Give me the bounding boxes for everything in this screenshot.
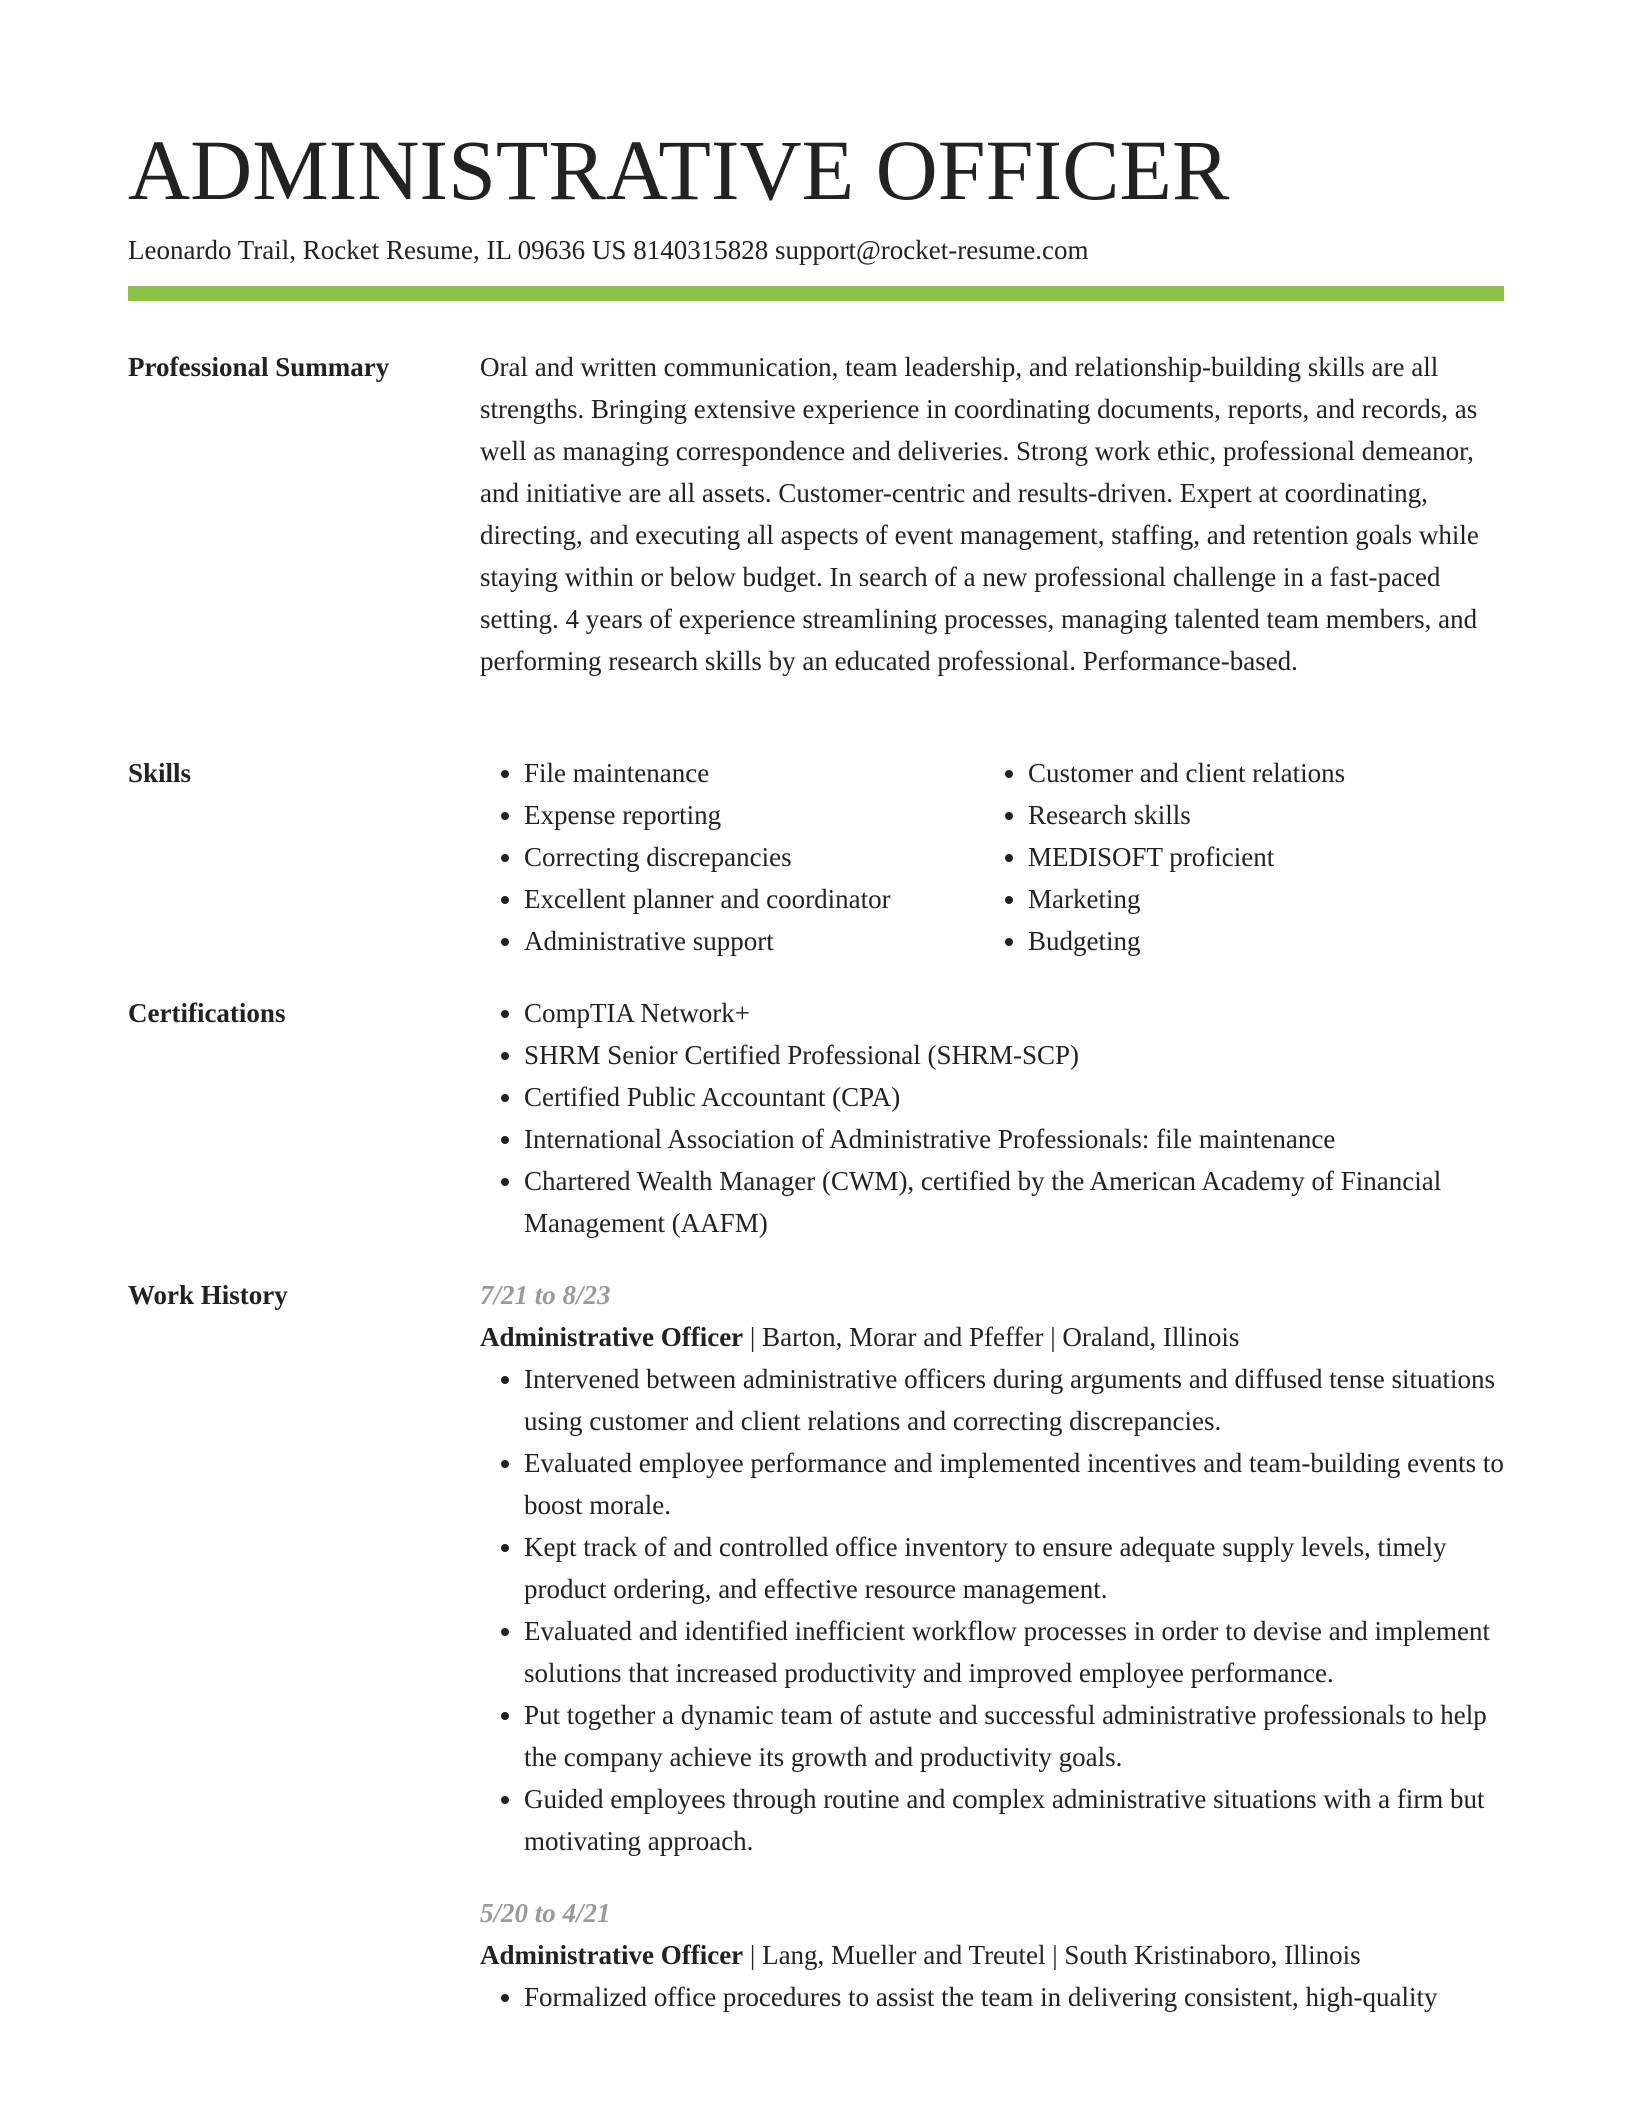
certification-item: • SHRM Senior Certified Professional (SHRM-SCP) (524, 1034, 1504, 1076)
skills-list-right (984, 752, 1488, 962)
job-dates: 5/20 to 4/21 (480, 1898, 611, 1928)
job-bullet: • Formalized office procedures to assist the team in delivering consistent, high-quality (524, 1976, 1504, 2018)
work-history-body (480, 1274, 1504, 2048)
certification-item: • International Association of Administrative Professionals: file maintenance (524, 1118, 1504, 1160)
job-bullet: • Intervened between administrative officers during arguments and diffused tense situations using customer and client relations and correcting discrepancies. (524, 1358, 1504, 1442)
job-header (480, 1316, 1504, 1358)
job-company-location: | Barton, Morar and Pfeffer | Oraland, Illinois (743, 1322, 1240, 1352)
job-entry (480, 1892, 1504, 2018)
accent-divider (128, 286, 1504, 301)
certifications-list (480, 992, 1504, 1244)
skill-item: • Marketing (1028, 878, 1488, 920)
skills-body (480, 752, 1504, 962)
section-title-skills: Skills (128, 758, 192, 788)
certification-item: • Chartered Wealth Manager (CWM), certified by the American Academy of Financial Management (AAFM) (524, 1160, 1504, 1244)
job-company-location: | Lang, Mueller and Treutel | South Kristinaboro, Illinois (743, 1940, 1361, 1970)
skill-item: • Excellent planner and coordinator (524, 878, 984, 920)
job-title: Administrative Officer (480, 1322, 744, 1352)
skills-list-left (480, 752, 984, 962)
summary-body (480, 346, 1504, 682)
summary-text: Oral and written communication, team leadership, and relationship-building skills are all strengths. Bringing extensive experience in coordinating documents, reports, and records, as well as managing correspondence and deliveries. Strong work ethic, professional demeanor, and initiative are all assets. Customer-centric and results-driven. Expert at coordinating, directing, and executing all aspects of event management, staffing, and retention goals while staying within or below budget. In search of a new professional challenge in a fast-paced setting. 4 years of experience streamlining processes, managing talented team members, and performing research skills by an educated professional. Performance-based. (480, 352, 1479, 676)
contact-info: Leonardo Trail, Rocket Resume, IL 09636 US 8140315828 support@rocket-resume.com (128, 235, 1089, 265)
job-bullets (480, 1358, 1504, 1862)
skill-item: • Research skills (1028, 794, 1488, 836)
job-dates: 7/21 to 8/23 (480, 1280, 611, 1310)
job-title: Administrative Officer (480, 1940, 744, 1970)
skill-item: • Expense reporting (524, 794, 984, 836)
resume-name: ADMINISTRATIVE OFFICER (128, 122, 1230, 218)
certification-item: • CompTIA Network+ (524, 992, 1504, 1034)
skill-item: • Correcting discrepancies (524, 836, 984, 878)
section-title-work-history: Work History (128, 1280, 288, 1310)
job-bullets (480, 1976, 1504, 2018)
certifications-body (480, 992, 1504, 1244)
certification-item: • Certified Public Accountant (CPA) (524, 1076, 1504, 1118)
skill-item: • Customer and client relations (1028, 752, 1488, 794)
section-title-summary: Professional Summary (128, 352, 390, 382)
skill-item: • MEDISOFT proficient (1028, 836, 1488, 878)
skill-item: • Budgeting (1028, 920, 1488, 962)
job-header (480, 1934, 1504, 1976)
skill-item: • File maintenance (524, 752, 984, 794)
job-bullet: • Evaluated employee performance and implemented incentives and team-building events to boost morale. (524, 1442, 1504, 1526)
job-bullet: • Evaluated and identified inefficient workflow processes in order to devise and implement solutions that increased productivity and improved employee performance. (524, 1610, 1504, 1694)
skill-item: • Administrative support (524, 920, 984, 962)
job-bullet: • Kept track of and controlled office inventory to ensure adequate supply levels, timely product ordering, and effective resource management. (524, 1526, 1504, 1610)
job-entry (480, 1274, 1504, 1862)
job-bullet: • Guided employees through routine and complex administrative situations with a firm but motivating approach. (524, 1778, 1504, 1862)
section-title-certifications: Certifications (128, 998, 286, 1028)
job-bullet: • Put together a dynamic team of astute and successful administrative professionals to help the company achieve its growth and productivity goals. (524, 1694, 1504, 1778)
